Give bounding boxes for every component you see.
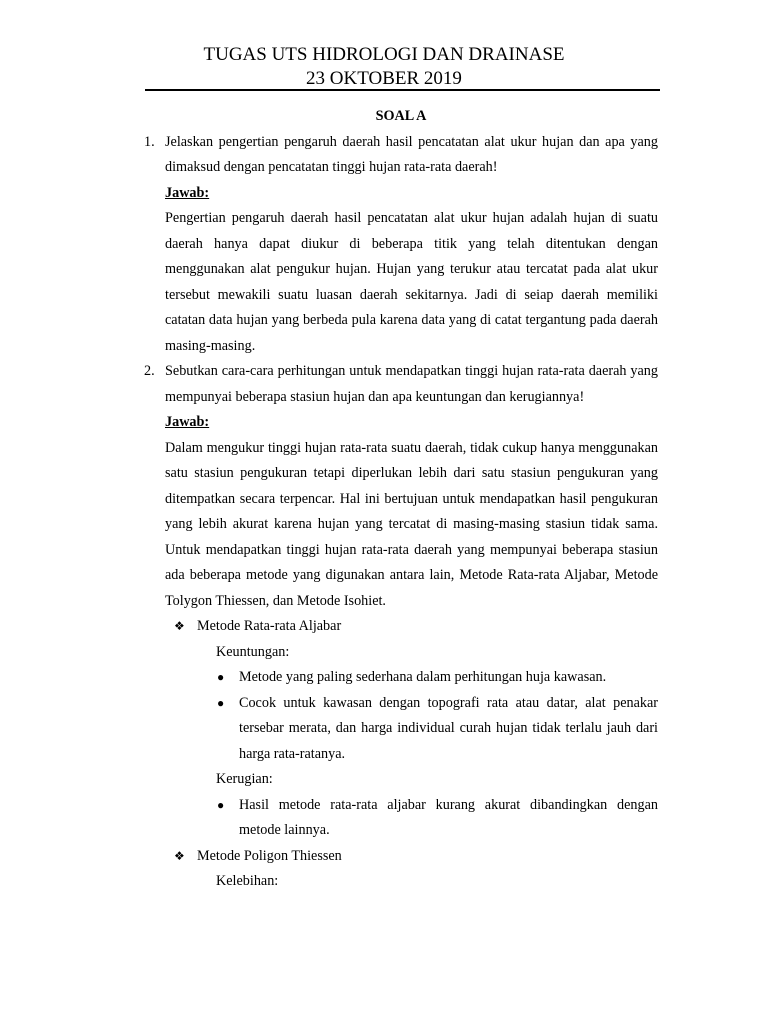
answer-label: Jawab: bbox=[165, 414, 210, 430]
pros-label: Kelebihan: bbox=[216, 873, 279, 889]
method-item bbox=[144, 614, 658, 640]
method-item bbox=[144, 844, 658, 870]
answer-text: Pengertian pengaruh daerah hasil pencatatan alat ukur hujan adalah hujan di suatu daerah hanya dapat diukur di beberapa titik yang telah ditentukan dengan menggunakan alat pengukur hujan. Hujan yang terukur atau tercatat pada alat ukur tersebut mewakili suatu luasan daerah sekitarnya. Jadi di seiap daerah memiliki catatan data hujan yang berbeda pula karena data yang di catat tergantung pada daerah masing-masing. bbox=[165, 210, 658, 354]
answer-label: Jawab: bbox=[165, 184, 210, 201]
list-item bbox=[144, 665, 658, 691]
question-text: Jelaskan pengertian pengaruh daerah hasil pencatatan alat ukur hujan dan apa yang dimaksud dengan pencatatan tinggi hujan rata-rata daerah! bbox=[165, 133, 658, 175]
question-1 bbox=[144, 130, 658, 181]
round-bullet-icon: ● bbox=[217, 695, 225, 710]
pros-label: Keuntungan: bbox=[216, 643, 290, 660]
section-title: SOAL A bbox=[375, 108, 427, 124]
list-item-text: Metode yang paling sederhana dalam perhitungan huja kawasan. bbox=[239, 669, 607, 685]
answer-2 bbox=[144, 410, 658, 614]
round-bullet-icon: ● bbox=[217, 670, 225, 684]
answer-1 bbox=[144, 181, 658, 360]
answer-text: Dalam mengukur tinggi hujan rata-rata suatu daerah, tidak cukup hanya menggunakan satu stasiun pengukuran tetapi diperlukan lebih dari satu stasiun pengukuran yang ditempatkan secara terpencar. Hal ini bertujuan untuk mendapatkan hasil pengukuran yang lebih akurat karena hujan yang tercatat di masing-masing stasiun tidak sama. Untuk mendapatkan tinggi hujan rata-rata daerah yang mempunyai beberapa stasiun ada beberapa metode yang digunakan antara lain, Metode Rata-rata Aljabar, Metode Tolygon Thiessen, dan Metode Isohiet. bbox=[165, 439, 658, 609]
question-text: Sebutkan cara-cara perhitungan untuk mendapatkan tinggi hujan rata-rata daerah yang mempunyai beberapa stasiun hujan dan apa keuntungan dan kerugiannya! bbox=[165, 363, 658, 405]
question-number: 1. bbox=[144, 133, 155, 150]
cons-label: Kerugian: bbox=[216, 771, 273, 787]
question-number: 2. bbox=[144, 363, 155, 379]
list-item bbox=[144, 691, 658, 768]
header-divider bbox=[145, 89, 660, 91]
question-2 bbox=[144, 359, 658, 410]
list-item-text: Hasil metode rata-rata aljabar kurang akurat dibandingkan dengan metode lainnya. bbox=[239, 796, 658, 838]
document-date: 23 OKTOBER 2019 bbox=[306, 68, 462, 89]
method-name: Metode Rata-rata Aljabar bbox=[197, 618, 342, 634]
diamond-bullet-icon: ❖ bbox=[174, 619, 185, 633]
list-item bbox=[144, 793, 658, 844]
list-item-text: Cocok untuk kawasan dengan topografi rata atau datar, alat penakar tersebar merata, dan harga individual curah hujan tidak terlalu jauh dari harga rata-ratanya. bbox=[239, 694, 658, 762]
document-header bbox=[0, 43, 768, 91]
diamond-bullet-icon: ❖ bbox=[174, 848, 185, 863]
round-bullet-icon: ● bbox=[217, 797, 225, 812]
method-name: Metode Poligon Thiessen bbox=[197, 847, 342, 864]
document-body bbox=[144, 104, 658, 895]
document-title: TUGAS UTS HIDROLOGI DAN DRAINASE bbox=[203, 44, 565, 65]
